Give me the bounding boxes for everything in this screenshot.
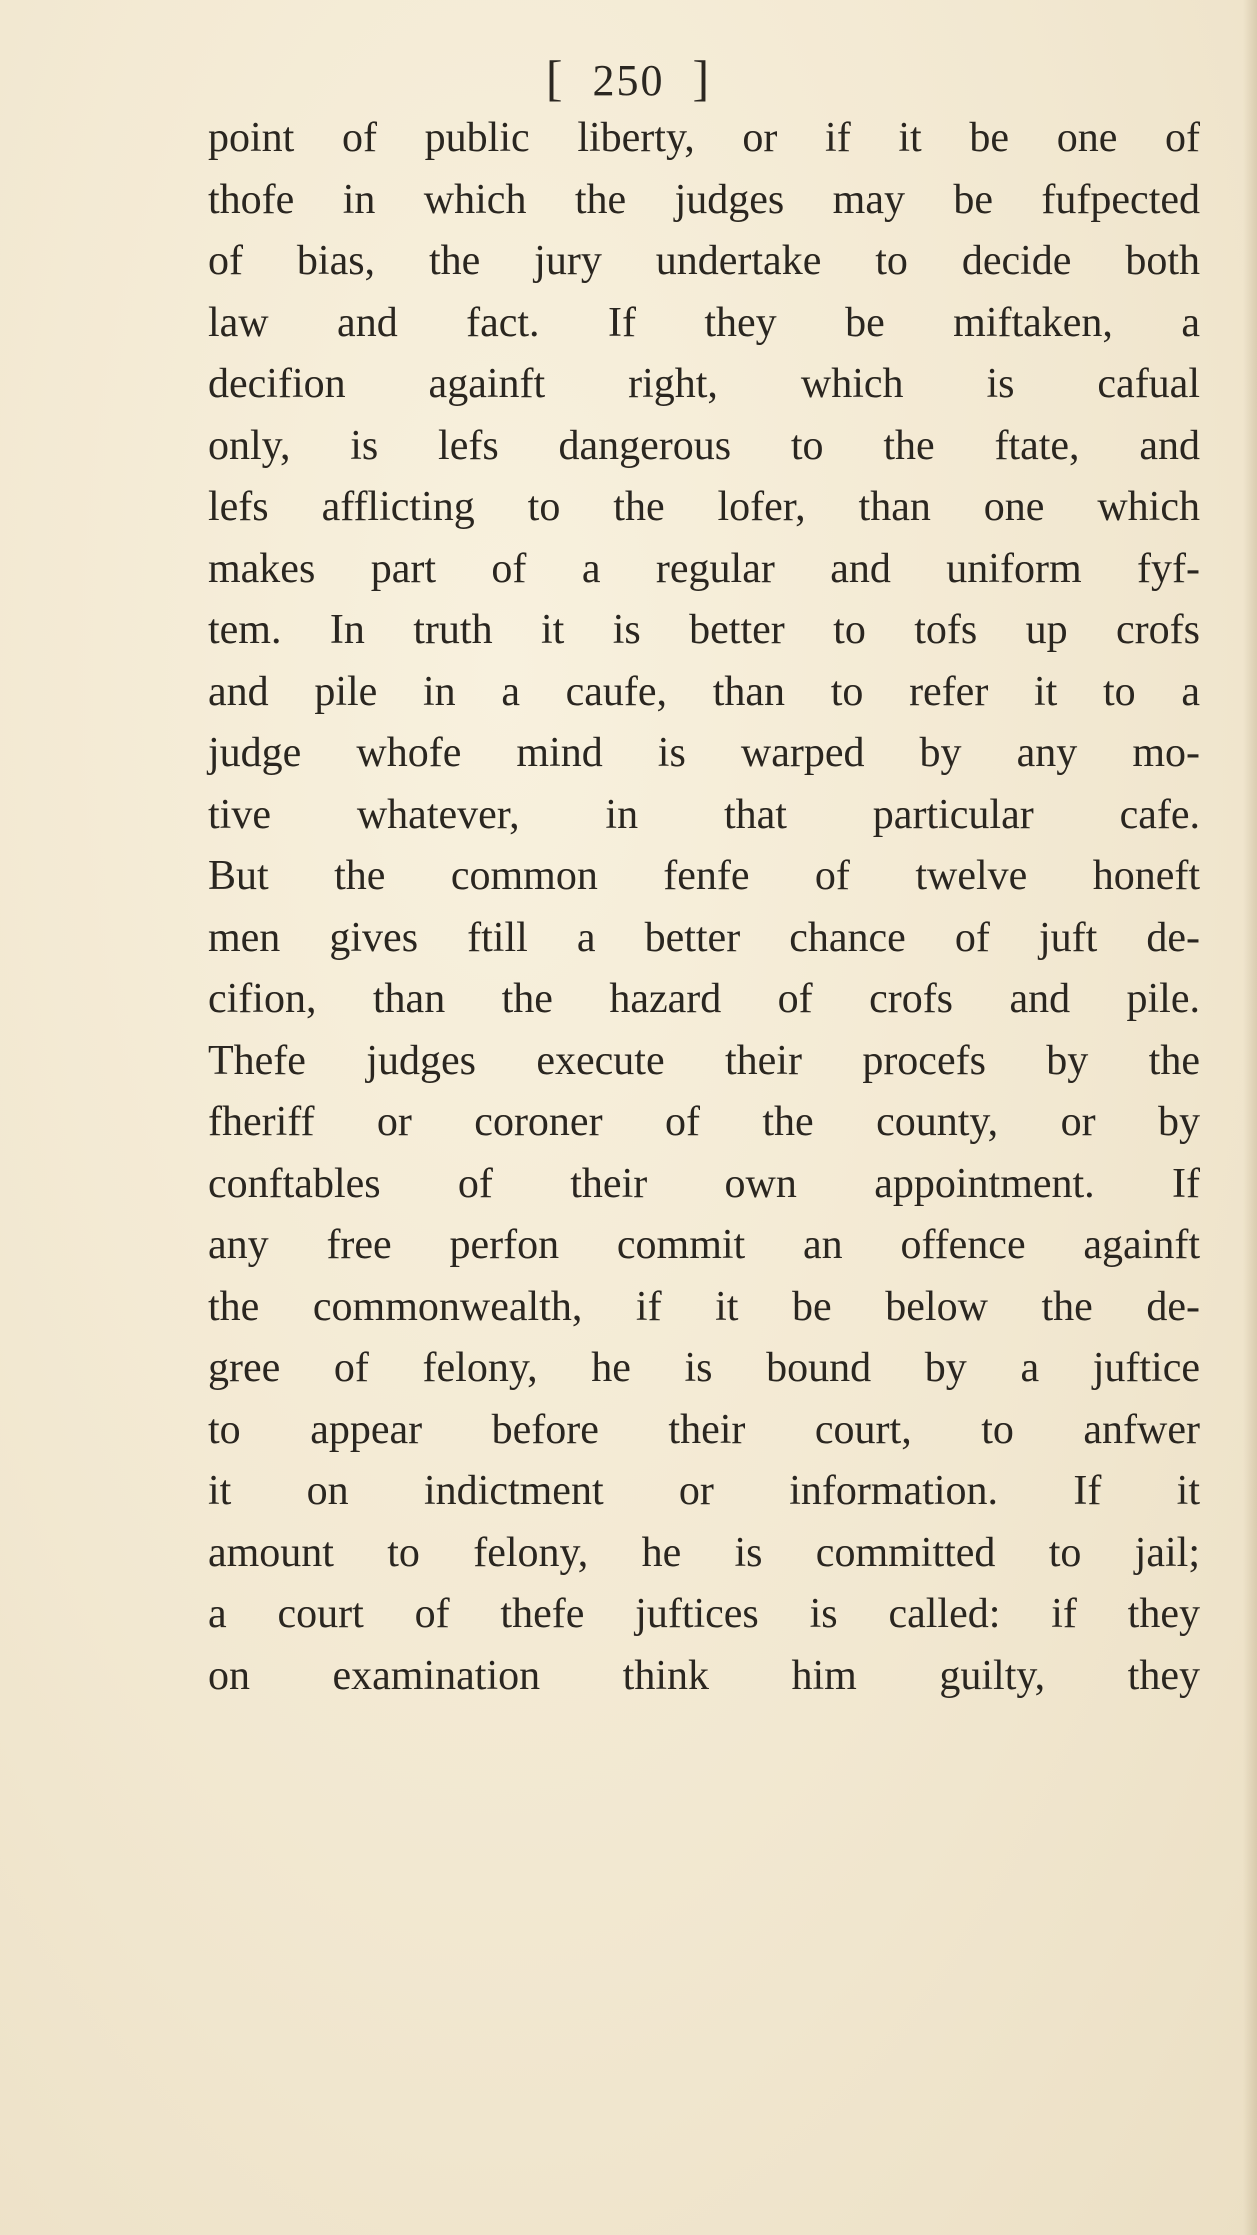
text-line: tive whatever, in that particular cafe. <box>208 791 1200 838</box>
text-line: gree of felony, he is bound by a juftice <box>208 1345 1200 1391</box>
text-line: tem. In truth it is better to tofs up crofs <box>208 607 1200 653</box>
text-line: lefs afflicting to the lofer, than one which <box>208 484 1200 530</box>
text-line: the commonwealth, if it be below the de- <box>208 1283 1200 1330</box>
text-line: cifion, than the hazard of crofs and pile. <box>208 976 1200 1022</box>
text-line: Thefe judges execute their procefs by the <box>208 1037 1200 1084</box>
body-text <box>208 108 1200 1707</box>
text-line: men gives ftill a better chance of juft de- <box>208 914 1200 961</box>
page-edge-shadow <box>1243 0 1257 2235</box>
text-line: judge whofe mind is warped by any mo- <box>208 730 1200 776</box>
text-line: amount to felony, he is committed to jail; <box>208 1529 1200 1576</box>
text-line: a court of thefe juftices is called: if they <box>208 1591 1200 1637</box>
page-header <box>0 48 1257 111</box>
text-line: conftables of their own appointment. If <box>208 1160 1200 1207</box>
text-line: makes part of a regular and uniform fyf- <box>208 545 1200 592</box>
text-line: decifion againft right, which is cafual <box>208 361 1200 407</box>
text-line: of bias, the jury undertake to decide both <box>208 238 1200 284</box>
text-line: on examination think him guilty, they <box>208 1652 1200 1699</box>
header-close-bracket: ] <box>692 50 712 106</box>
text-line: it on indictment or information. If it <box>208 1468 1200 1514</box>
header-open-bracket: [ <box>545 50 565 106</box>
page-number: 250 <box>592 56 665 105</box>
text-line: fheriff or coroner of the county, or by <box>208 1099 1200 1145</box>
text-line: But the common fenfe of twelve honeft <box>208 853 1200 899</box>
text-line: and pile in a caufe, than to refer it to a <box>208 668 1200 715</box>
text-line: thofe in which the judges may be fufpected <box>208 176 1200 223</box>
text-line: point of public liberty, or if it be one of <box>208 115 1200 161</box>
text-line: law and fact. If they be miftaken, a <box>208 299 1200 346</box>
text-line: to appear before their court, to anfwer <box>208 1406 1200 1453</box>
text-line: only, is lefs dangerous to the ftate, and <box>208 422 1200 469</box>
text-line: any free perfon commit an offence againft <box>208 1222 1200 1268</box>
